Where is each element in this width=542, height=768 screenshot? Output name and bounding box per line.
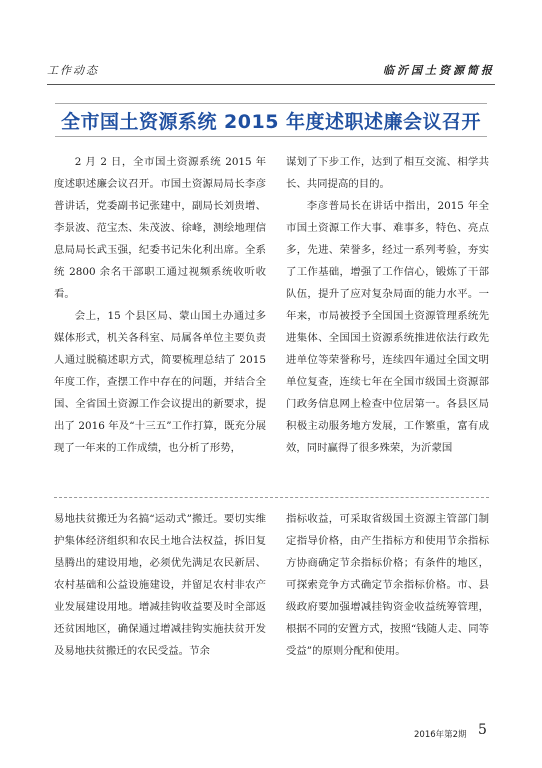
paragraph-continued: 谋划了下步工作，达到了相互交流、相学共长、共同提高的目的。 <box>286 156 489 190</box>
paragraph: 2 月 2 日，全市国土资源系统 2015 年度述职述廉会议召开。市国土资源局局长李彦普讲话，党委副书记张建中，副局长刘贵增、李景波、范宝杰、朱茂波、徐峰，测绘地理信息局局长武玉强，纪委书记朱化利出席。全系统 2800 余名干部职工通过视频系统收听收看。 <box>54 156 266 300</box>
section-name: 工作动态 <box>47 64 99 77</box>
issue-label: 2016年第2期 <box>414 730 467 740</box>
page-number: 5 <box>478 722 487 738</box>
paragraph-continued: 易地扶贫搬迁为名搞“运动式”搬迁。要切实维护集体经济组织和农民土地合法权益，拆旧复垦腾出的建设用地，必须优先满足农民新居、农村基础和公益设施建设，并留足农村非农产业发展建设用地。增减挂钩收益要及时全部返还贫困地区，确保通过增减挂钩实施扶贫开发及易地扶贫搬迁的农民受益。节余 <box>54 513 266 657</box>
journal-name: 临沂国土资源简报 <box>383 64 495 77</box>
column-bottom-right <box>286 508 489 662</box>
column-top-right <box>286 151 489 459</box>
header-rule <box>47 84 495 85</box>
title-box <box>55 103 487 137</box>
column-top-left <box>54 151 266 459</box>
page-header <box>47 62 495 80</box>
column-bottom-left <box>54 508 266 662</box>
section-divider <box>54 497 489 498</box>
paragraph: 会上，15 个县区局、蒙山国土办通过多媒体形式，机关各科室、局属各单位主要负责人通过脱稿述职方式，简要梳理总结了 2015 年度工作，查摆工作中存在的问题，并结合全国、全省国土资源工作会议提出的新要求，提出了 2016 年及“十三五”工作打算，既充分展现了一年来的工作成绩，也分析了形势， <box>54 310 266 454</box>
paragraph-continued: 指标收益，可采取省级国土资源主管部门制定指导价格，由产生指标方和使用节余指标方协商确定节余指标价格；有条件的地区，可探索竞争方式确定节余指标价格。市、县级政府要加强增减挂钩资金收益统筹管理，根据不同的安置方式，按照“钱随人走、同等受益”的原则分配和使用。 <box>286 513 489 657</box>
paragraph: 李彦普局长在讲话中指出，2015 年全市国土资源工作大事、难事多，特色、亮点多，先进、荣誉多，经过一系列考验，夯实了工作基础，增强了工作信心，锻炼了干部队伍，提升了应对复杂局面的能力水平。一年来，市局被授予全国国土资源管理系统先进集体、全国国土资源系统推进依法行政先进单位等荣誉称号，连续四年通过全国文明单位复查，连续七年在全国市级国土资源部门政务信息网上检查中位居第一。各县区局积极主动服务地方发展，工作繁重，富有成效，同时赢得了很多殊荣，为沂蒙国 <box>286 200 489 454</box>
article-title: 全市国土资源系统 2015 年度述职述廉会议召开 <box>60 110 482 133</box>
